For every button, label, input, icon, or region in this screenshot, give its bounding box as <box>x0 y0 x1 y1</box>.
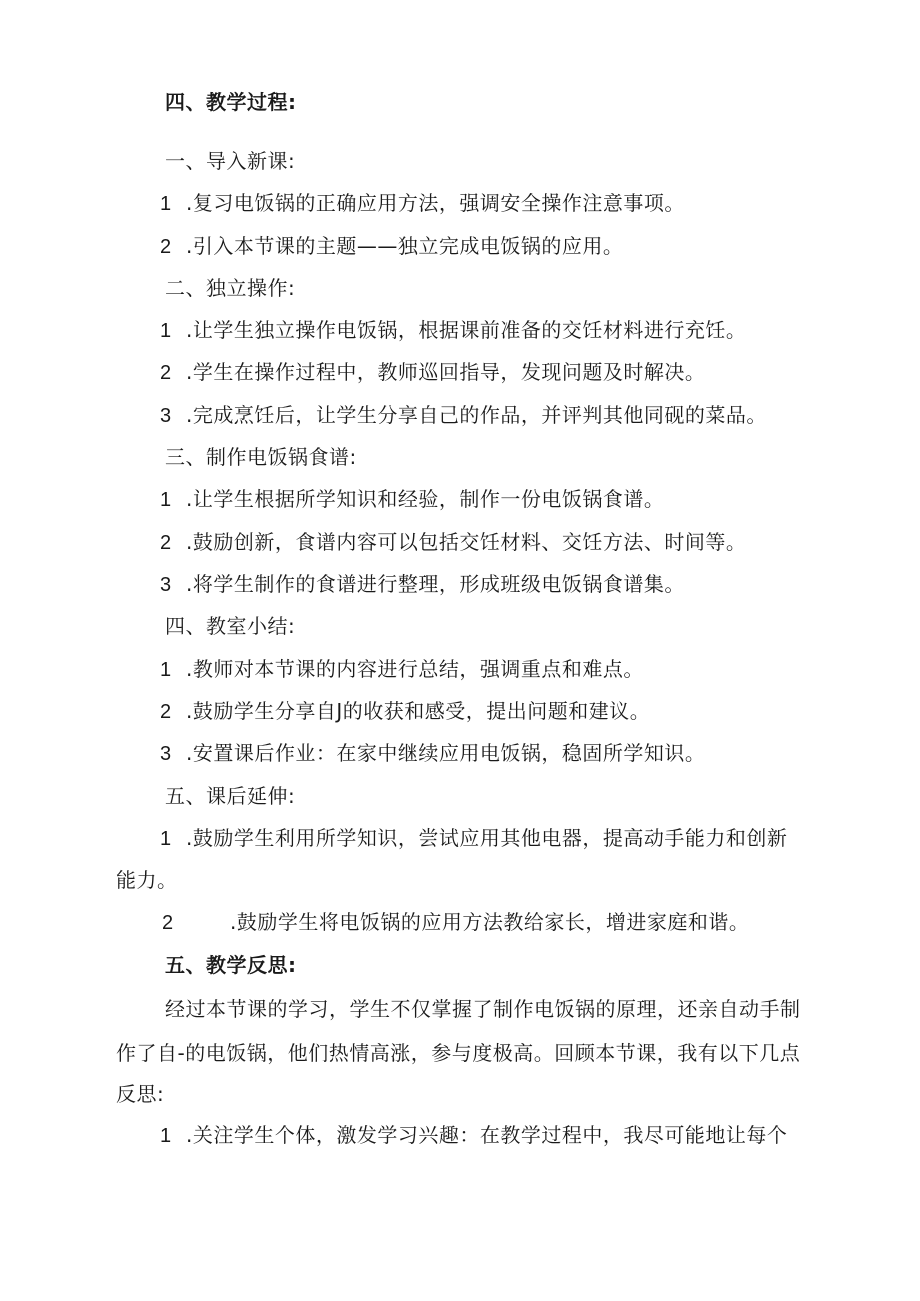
list-item <box>160 528 746 557</box>
list-item <box>162 908 749 937</box>
list-item <box>160 401 767 430</box>
list-item <box>160 655 644 684</box>
item-text: .将学生制作的食谱进行整理，形成班级电饭锅食谱集。 <box>186 572 685 596</box>
item-text: .鼓励学生利用所学知识，尝试应用其他电器，提高动手能力和创新 <box>186 826 788 850</box>
section-title-summary: 四、教室小结: <box>165 614 296 638</box>
list-item <box>160 697 650 726</box>
item-number: 3 <box>160 743 172 765</box>
item-text: .鼓励创新，食谱内容可以包括交饪材料、交饪方法、时间等。 <box>186 530 747 554</box>
item-number: 1 <box>160 489 172 511</box>
list-item <box>160 570 685 599</box>
list-item <box>160 485 664 514</box>
item-text: .让学生独立操作电饭锅，根据课前准备的交饪材料进行充饪。 <box>186 318 747 342</box>
item-text: .鼓励学生分享自J的收获和感受，提出问题和建议。 <box>186 699 651 723</box>
list-item <box>160 232 623 261</box>
section-title-extension: 五、课后延伸: <box>165 784 296 808</box>
item-text: .完成烹饪后，让学生分享自己的作品，并评判其他同砚的菜品。 <box>186 403 767 427</box>
item-number: 3 <box>160 405 172 427</box>
paragraph-line: 作了自-的电饭锅，他们热情高涨，参与度极高。回顾本节课，我有以下几点 <box>116 1041 801 1065</box>
item-number: 1 <box>160 193 172 215</box>
list-item <box>160 739 705 768</box>
heading-teaching-process: 四、教学过程: <box>165 90 297 114</box>
item-text: .引入本节课的主题——独立完成电饭锅的应用。 <box>186 234 624 258</box>
item-number: 1 <box>160 320 172 342</box>
item-number: 2 <box>162 912 174 934</box>
paragraph-line: 反思: <box>116 1082 165 1106</box>
item-text: .复习电饭锅的正确应用方法，强调安全操作注意事项。 <box>186 191 685 215</box>
item-number: 2 <box>160 236 172 258</box>
paragraph-line: 经过本节课的学习，学生不仅掌握了制作电饭锅的原理，还亲自动手制 <box>165 997 801 1021</box>
section-title-intro: 一、导入新课: <box>165 149 296 173</box>
item-text: .安置课后作业：在家中继续应用电饭锅，稳固所学知识。 <box>186 741 706 765</box>
item-number: 1 <box>160 828 172 850</box>
item-number: 1 <box>160 659 172 681</box>
item-number: 2 <box>160 701 172 723</box>
item-number: 3 <box>160 574 172 596</box>
item-number: 1 <box>160 1125 172 1147</box>
item-text: .学生在操作过程中，教师巡回指导，发现问题及时解决。 <box>186 360 706 384</box>
item-number: 2 <box>160 532 172 554</box>
item-text: .鼓励学生将电饭锅的应用方法教给家长，增进家庭和谐。 <box>230 910 750 934</box>
heading-teaching-reflection: 五、教学反思: <box>165 953 297 977</box>
item-text: .让学生根据所学知识和经验，制作一份电饭锅食谱。 <box>186 487 665 511</box>
list-item <box>160 189 685 218</box>
list-item <box>160 1121 787 1150</box>
item-text: .关注学生个体，激发学习兴趣：在教学过程中，我尽可能地让每个 <box>186 1123 788 1147</box>
section-title-independent: 二、独立操作: <box>165 276 296 300</box>
list-item-continuation: 能力。 <box>116 868 178 892</box>
item-text: .教师对本节课的内容进行总结，强调重点和难点。 <box>186 657 644 681</box>
list-item <box>160 358 705 387</box>
list-item <box>160 824 787 853</box>
section-title-recipe: 三、制作电饭锅食谱: <box>165 445 357 469</box>
list-item <box>160 316 746 345</box>
item-number: 2 <box>160 362 172 384</box>
